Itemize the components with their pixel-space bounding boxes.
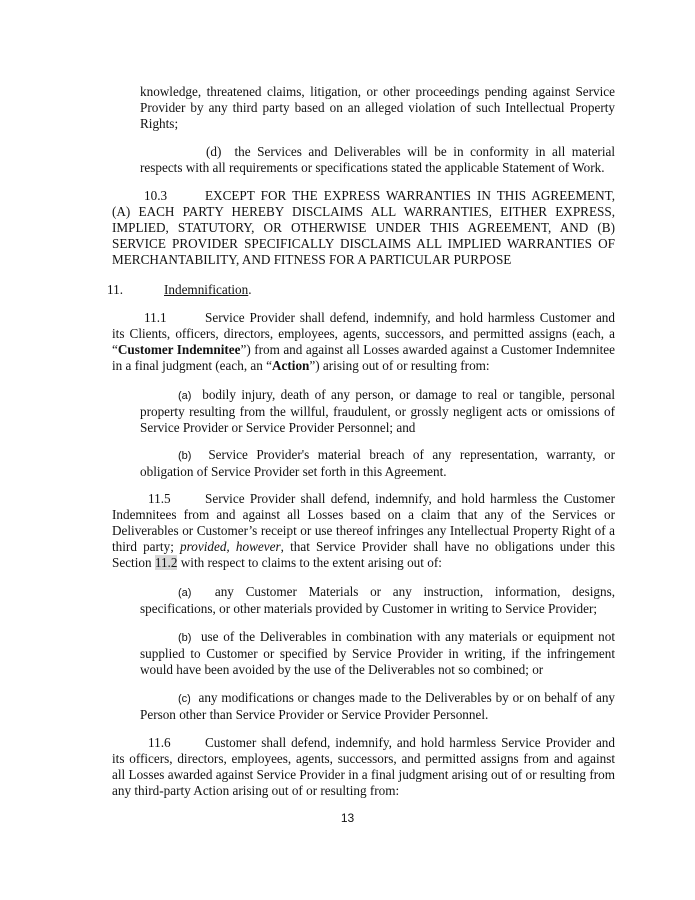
proviso-text: provided, however bbox=[180, 539, 281, 554]
clause-11-5-b bbox=[140, 629, 615, 678]
clause-11-5-c-text: any modifications or changes made to the Deliverables by or on behalf of any Person other than Service Provider or Service Provider Personnel. bbox=[140, 690, 616, 722]
clause-11-5-a-label: (a) bbox=[178, 587, 192, 599]
clause-11-1-b bbox=[140, 447, 615, 480]
section-11-6 bbox=[112, 735, 615, 799]
clause-11-5-a-text: any Customer Materials or any instruction, information, designs, specifications, or other materials provided by Customer in writing to Service Provider; bbox=[140, 584, 616, 616]
section-10-3-text: EXCEPT FOR THE EXPRESS WARRANTIES IN THIS AGREEMENT, (A) EACH PARTY HEREBY DISCLAIMS ALL WARRANTIES, EITHER EXPRESS, IMPLIED, STATUTORY, OR OTHERWISE UNDER THIS AGREEMENT, AND (B) SERVICE PROVIDER SPECIFICALLY DISCLAIMS ALL IMPLIED WARRANTIES OF MERCHANTABILITY, AND FITNESS FOR A PARTICULAR PURPOSE bbox=[112, 188, 615, 267]
section-11-6-number: 11.6 bbox=[148, 735, 171, 750]
clause-11-1-a-text: bodily injury, death of any person, or damage to real or tangible, personal property resulting from the willful, fraudulent, or grossly negligent acts or omissions of Service Provider or Service Provider Personnel; and bbox=[140, 387, 615, 435]
clause-11-5-c bbox=[140, 690, 615, 723]
section-11-number: 11. bbox=[107, 282, 123, 297]
section-11-1-text-2: ”) from and against all Losses awarded against a Customer Indemnitee in a final judgment (each, an “ bbox=[112, 342, 615, 373]
section-11-6-text: Customer shall defend, indemnify, and hold harmless Service Provider and its officers, directors, employees, agents, successors, and permitted assigns from and against all Losses awarded against Service Provider in a final judgment arising out of or resulting from any third-party Action arising out of or resulting from: bbox=[112, 735, 615, 798]
clause-11-5-b-text: use of the Deliverables in combination with any materials or equipment not supplied to Customer or specified by Service Provider in writing, if the infringement would have been avoided by the use of the Deliverables not so combined; or bbox=[140, 629, 615, 677]
customer-indemnitee-term: Customer Indemnitee bbox=[117, 342, 241, 357]
section-11-1-number: 11.1 bbox=[144, 310, 167, 325]
clause-11-1-b-label: (b) bbox=[178, 450, 192, 462]
section-11-1-text-3: ”) arising out of or resulting from: bbox=[309, 358, 490, 373]
section-reference-link[interactable]: 11.2 bbox=[154, 555, 178, 570]
continued-text: knowledge, threatened claims, litigation, or other proceedings pending against Service Provider by any third party based on an alleged violation of such Intellectual Property Rights; bbox=[140, 84, 615, 131]
section-11-5-text-2: , that Service Provider shall have no obligations under this Section bbox=[112, 539, 615, 570]
clause-11-1-b-text: Service Provider's material breach of any representation, warranty, or obligation of Service Provider set forth in this Agreement. bbox=[140, 447, 615, 479]
clause-11-5-a bbox=[140, 584, 615, 617]
section-11-1-text-1: Service Provider shall defend, indemnify, and hold harmless Customer and its Clients, officers, directors, employees, agents, successors, and permitted assigns (each, a “ bbox=[112, 310, 615, 357]
clause-d bbox=[140, 144, 615, 176]
page-number: 13 bbox=[340, 811, 355, 825]
clause-11-5-b-label: (b) bbox=[178, 632, 192, 644]
clause-11-1-a-label: (a) bbox=[178, 390, 192, 402]
clause-11-5-c-label: (c) bbox=[178, 693, 191, 705]
action-term: Action bbox=[272, 358, 310, 373]
section-11-1 bbox=[112, 310, 615, 374]
section-10-3-number: 10.3 bbox=[144, 188, 168, 203]
section-11-heading bbox=[107, 282, 610, 298]
clause-d-text: the Services and Deliverables will be in conformity in all material respects with all requirements or specifications stated the applicable Statement of Work. bbox=[140, 144, 615, 175]
section-10-3 bbox=[112, 188, 615, 268]
section-11-5-number: 11.5 bbox=[148, 491, 171, 506]
section-11-5 bbox=[112, 491, 615, 571]
clause-d-label: (d) bbox=[206, 144, 222, 159]
continued-paragraph bbox=[140, 84, 615, 132]
section-11-period: . bbox=[248, 282, 252, 297]
section-11-title: Indemnification bbox=[164, 282, 249, 297]
clause-11-1-a bbox=[140, 387, 615, 436]
section-11-5-text-1: Service Provider shall defend, indemnify, and hold harmless the Customer Indemnitees from and against all Losses based on a claim that any of the Services or Deliverables or Customer’s receipt or use thereof infringes any Intellectual Property Right of a third party; bbox=[112, 491, 615, 554]
section-11-5-text-3: with respect to claims to the extent arising out of: bbox=[177, 555, 442, 570]
